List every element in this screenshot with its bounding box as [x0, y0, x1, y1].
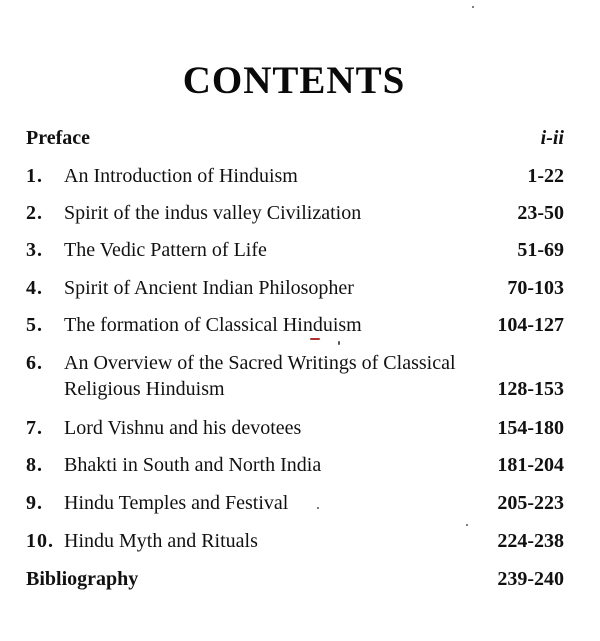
toc-pages: 205-223 [497, 492, 564, 514]
toc-label: Bibliography [26, 568, 139, 590]
toc-label: An Overview of the Sacred Writings of Classical Religious Hinduism [64, 352, 456, 400]
toc-pages: 104-127 [497, 314, 564, 336]
toc-pages: 1-22 [527, 165, 564, 187]
toc-number: 5. [26, 314, 43, 336]
toc-label: Spirit of the indus valley Civilization [64, 202, 362, 224]
toc-label: Hindu Temples and Festival [64, 492, 289, 514]
toc-number: 1. [26, 165, 43, 187]
toc-label: Spirit of Ancient Indian Philosopher [64, 277, 354, 299]
toc-number: 2. [26, 202, 43, 224]
page-title: CONTENTS [182, 59, 406, 102]
toc-label: Hindu Myth and Rituals [64, 530, 258, 552]
toc-number: 4. [26, 277, 43, 299]
toc-label: An Introduction of Hinduism [64, 165, 298, 187]
toc-pages: 23-50 [517, 202, 564, 224]
toc-number: 7. [26, 417, 43, 439]
toc-number: 6. [26, 352, 43, 374]
toc-pages: 239-240 [497, 568, 564, 590]
toc-label: The Vedic Pattern of Life [64, 239, 267, 261]
toc-pages: 128-153 [497, 378, 564, 400]
toc-pages: 51-69 [517, 239, 564, 261]
scan-speck [317, 507, 319, 509]
toc-pages: i-ii [540, 127, 564, 149]
toc-pages: 154-180 [497, 417, 564, 439]
toc-number: 9. [26, 492, 43, 514]
toc-label: Preface [26, 127, 91, 149]
toc-pages: 224-238 [497, 530, 564, 552]
scan-speck [466, 524, 468, 526]
scan-speck [472, 6, 474, 8]
toc-number: 3. [26, 239, 43, 261]
toc-label: Bhakti in South and North India [64, 454, 322, 476]
toc-label: The formation of Classical Hinduism [64, 314, 362, 336]
toc-label: Lord Vishnu and his devotees [64, 417, 302, 439]
scan-speck [310, 338, 320, 340]
toc-number: 10. [26, 530, 54, 552]
scan-speck [338, 341, 340, 345]
toc-number: 8. [26, 454, 43, 476]
toc-pages: 181-204 [497, 454, 564, 476]
toc-pages: 70-103 [507, 277, 564, 299]
